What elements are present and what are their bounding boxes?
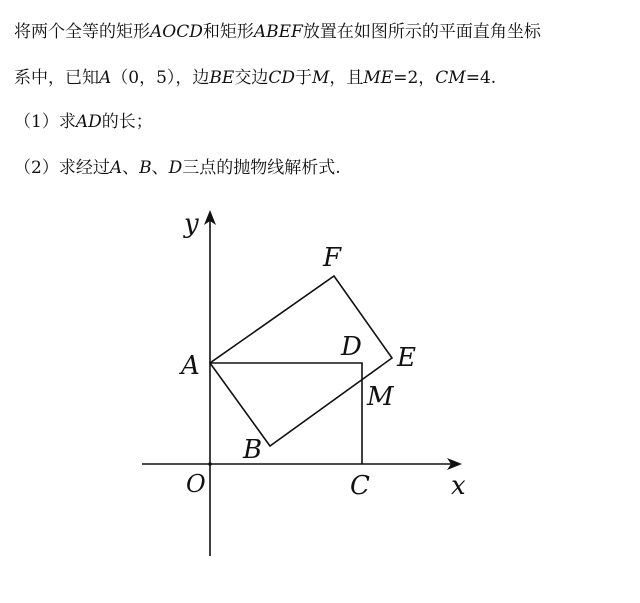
- text-segment: （2）求经过: [14, 158, 110, 178]
- text-segment: 和矩形: [202, 22, 254, 42]
- var-d: D: [168, 158, 183, 178]
- var-b: B: [139, 158, 152, 178]
- var-be: BE: [209, 68, 235, 88]
- point-f-label: F: [323, 243, 342, 273]
- x-axis-label: x: [451, 471, 466, 501]
- text-segment: =4.: [465, 68, 497, 88]
- text-segment: （1）求: [14, 112, 76, 132]
- var-a: A: [109, 158, 123, 178]
- rect-abef: [210, 276, 392, 446]
- var-ad: AD: [75, 112, 102, 132]
- text-segment: 放置在如图所示的平面直角坐标: [302, 22, 541, 42]
- text-segment: 三点的抛物线解析式.: [182, 158, 341, 178]
- point-d-label: D: [341, 332, 362, 362]
- text-segment: 于: [294, 68, 312, 88]
- text-segment: 将两个全等的矩形: [14, 22, 150, 42]
- rect-abef-label: ABEF: [253, 22, 303, 42]
- y-axis-label: y: [184, 209, 199, 239]
- text-segment: （0，5），边: [111, 68, 210, 88]
- rect-aocd-label: AOCD: [150, 22, 203, 42]
- point-a-label: A: [181, 351, 200, 381]
- origin-label: O: [186, 470, 206, 498]
- var-a: A: [99, 68, 112, 88]
- rect-aocd: [210, 363, 362, 464]
- text-segment: 交边: [234, 68, 269, 88]
- text-segment: ，且: [329, 68, 364, 88]
- var-me: ME: [363, 68, 394, 88]
- origin-point: [208, 462, 212, 466]
- text-segment: 系中，已知: [14, 68, 99, 88]
- text-segment: 、: [151, 158, 169, 178]
- point-e-label: E: [397, 343, 416, 373]
- text-segment: =2，: [393, 68, 436, 88]
- point-c-label: C: [350, 471, 370, 501]
- var-m: M: [311, 68, 330, 88]
- text-segment: 的长；: [101, 112, 153, 132]
- point-b-label: B: [243, 435, 263, 465]
- var-cd: CD: [268, 68, 295, 88]
- text-segment: 、: [122, 158, 140, 178]
- point-m-label: M: [367, 382, 394, 412]
- var-cm: CM: [435, 68, 466, 88]
